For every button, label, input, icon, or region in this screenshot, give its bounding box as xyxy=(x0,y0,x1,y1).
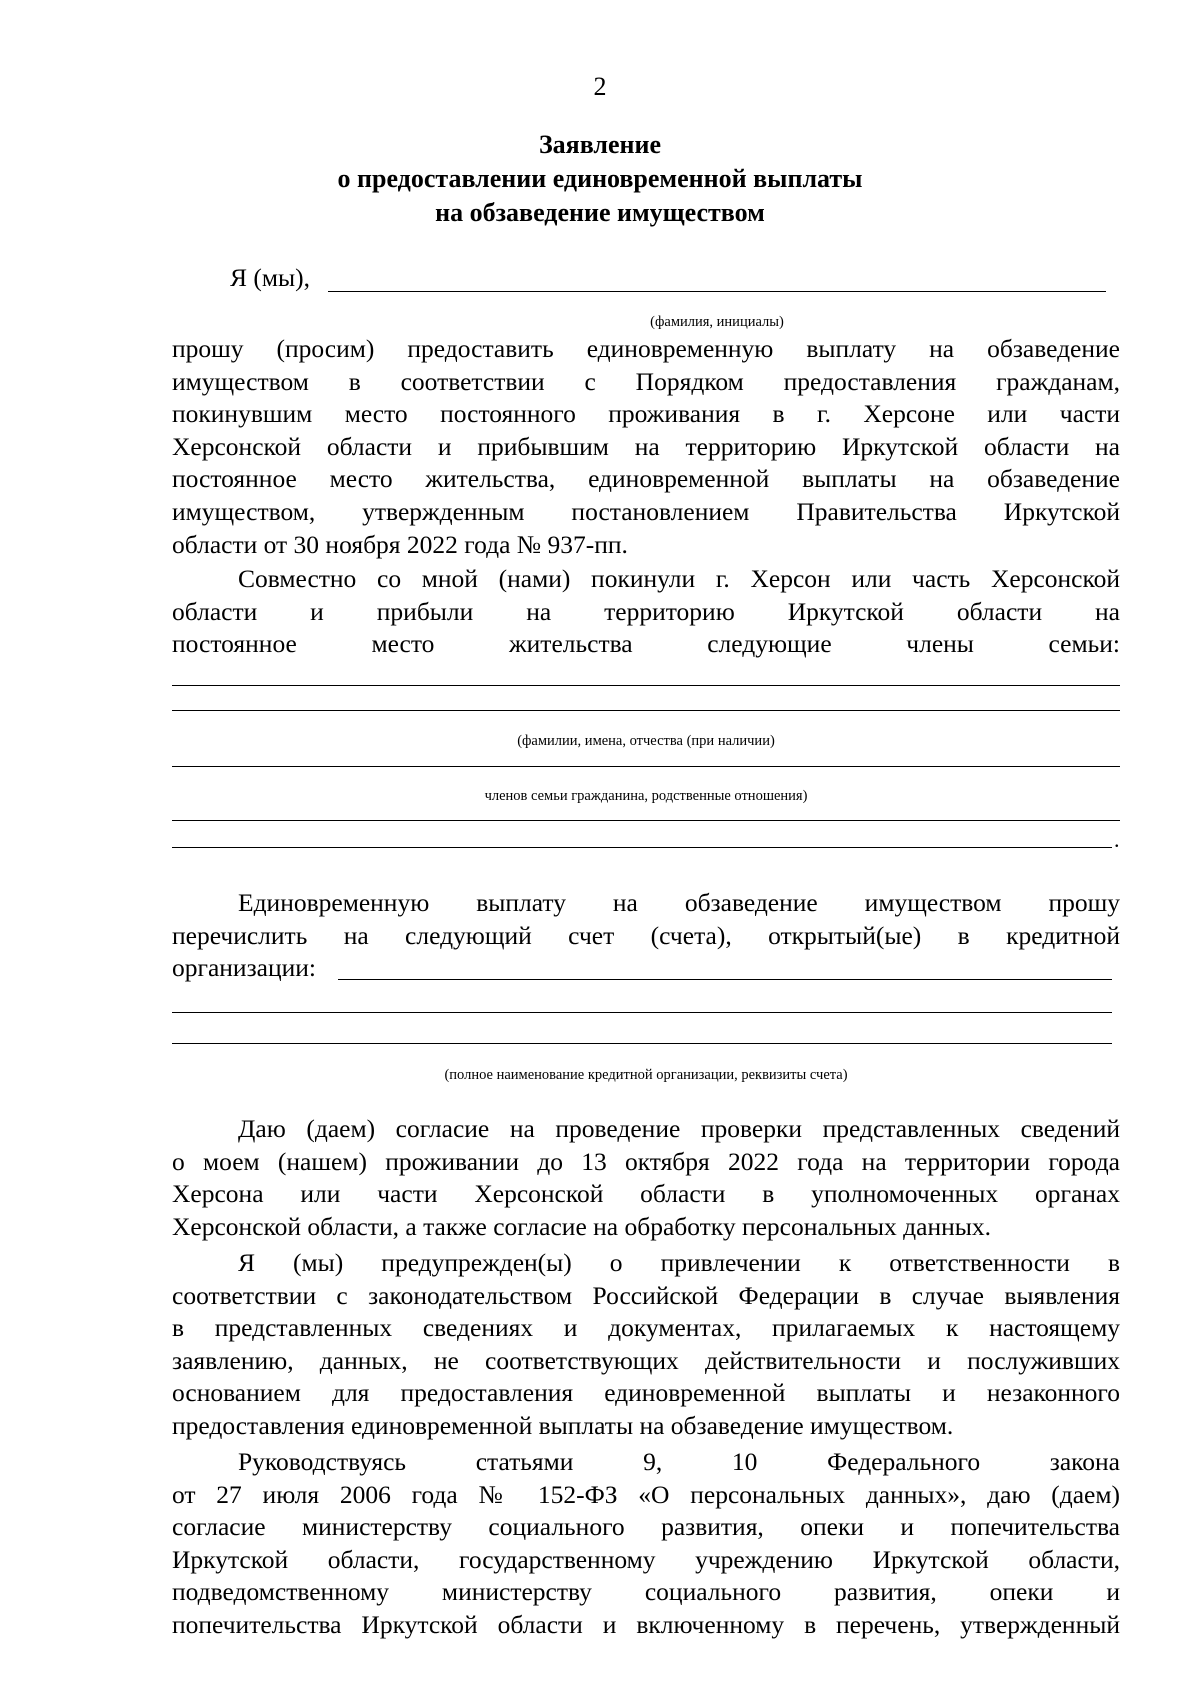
text-line: предоставления единовременной выплаты на обзаведение имуществом. xyxy=(172,1410,954,1440)
applicant-prefix: Я (мы), xyxy=(230,263,311,292)
text-line: перечислить на следующий счет (счета), открытый(ые) в кредитной xyxy=(172,920,1120,950)
applicant-name-field[interactable] xyxy=(328,291,1106,292)
bank-name-field-1[interactable] xyxy=(338,979,1112,980)
text-line: Единовременную выплату на обзаведение имуществом прошу xyxy=(238,888,1120,917)
family-members-field-1[interactable] xyxy=(172,685,1120,686)
end-period: . xyxy=(1114,827,1120,852)
paragraph-request xyxy=(172,333,1120,561)
text-line: попечительства Иркутской области и включенному в перечень, утвержденный xyxy=(172,1609,1120,1639)
document-title: Заявление xyxy=(538,130,662,159)
text-line: Херсонской области, а также согласие на обработку персональных данных. xyxy=(172,1211,992,1241)
text-line: организации: xyxy=(172,953,316,983)
text-line: согласие министерству социального развития, опеки и попечительства xyxy=(172,1512,1120,1542)
text-line: в представленных сведениях и документах, прилагаемых к настоящему xyxy=(172,1313,1120,1343)
bank-name-field-3[interactable] xyxy=(172,1043,1112,1044)
page-number: 2 xyxy=(593,72,607,101)
document-subtitle-1: о предоставлении единовременной выплаты xyxy=(337,164,863,193)
bank-caption: (полное наименование кредитной организации, реквизиты счета) xyxy=(444,1067,848,1083)
family-members-caption-2: членов семьи гражданина, родственные отношения) xyxy=(484,788,808,804)
bank-name-field-2[interactable] xyxy=(172,1012,1112,1013)
text-line: постоянное место жительства, единовременной выплаты на обзаведение xyxy=(172,464,1120,494)
text-line: от 27 июля 2006 года № 152-ФЗ «О персональных данных», даю (даем) xyxy=(172,1479,1120,1509)
paragraph-family-members xyxy=(172,563,1120,661)
family-members-field-4[interactable] xyxy=(172,820,1120,821)
applicant-name-caption: (фамилия, инициалы) xyxy=(650,314,784,330)
paragraph-liability-warning xyxy=(172,1247,1120,1443)
paragraph-personal-data xyxy=(172,1446,1120,1642)
document-subtitle-2: на обзаведение имуществом xyxy=(435,198,765,227)
text-line: Даю (даем) согласие на проведение проверки представленных сведений xyxy=(238,1114,1120,1143)
text-line: покинувшим место постоянного проживания в г. Херсоне или части xyxy=(172,399,1120,429)
family-members-caption-1: (фамилии, имена, отчества (при наличии) xyxy=(517,733,775,749)
text-line: Совместно со мной (нами) покинули г. Херсон или часть Херсонской xyxy=(238,564,1120,593)
text-line: прошу (просим) предоставить единовременную выплату на обзаведение xyxy=(172,334,1120,363)
paragraph-bank-account xyxy=(172,887,1120,985)
family-members-field-2[interactable] xyxy=(172,710,1120,711)
family-members-field-3[interactable] xyxy=(172,766,1120,767)
text-line: имуществом в соответствии с Порядком предоставления гражданам, xyxy=(172,366,1120,396)
text-line: Иркутской области, государственному учреждению Иркутской области, xyxy=(172,1544,1120,1574)
family-members-field-5[interactable] xyxy=(172,847,1112,848)
text-line: Херсона или части Херсонской области в уполномоченных органах xyxy=(172,1179,1120,1209)
text-line: заявлению, данных, не соответствующих действительности и послуживших xyxy=(172,1345,1120,1375)
text-line: области и прибыли на территорию Иркутской области на xyxy=(172,596,1120,626)
text-line: области от 30 ноября 2022 года № 937-пп. xyxy=(172,529,628,559)
text-line: основанием для предоставления единовременной выплаты и незаконного xyxy=(172,1378,1120,1408)
text-line: постоянное место жительства следующие члены семьи: xyxy=(172,629,1120,659)
text-line: имуществом, утвержденным постановлением Правительства Иркутской xyxy=(172,496,1120,526)
text-line: о моем (нашем) проживании до 13 октября 2022 года на территории города xyxy=(172,1146,1120,1176)
text-line: Руководствуясь статьями 9, 10 Федерального закона xyxy=(238,1447,1120,1476)
text-line: Херсонской области и прибывшим на территорию Иркутской области на xyxy=(172,431,1120,461)
paragraph-consent-verification xyxy=(172,1113,1120,1243)
text-line: соответствии с законодательством Российской Федерации в случае выявления xyxy=(172,1280,1120,1310)
text-line: Я (мы) предупрежден(ы) о привлечении к ответственности в xyxy=(238,1248,1120,1277)
text-line: подведомственному министерству социального развития, опеки и xyxy=(172,1577,1120,1607)
